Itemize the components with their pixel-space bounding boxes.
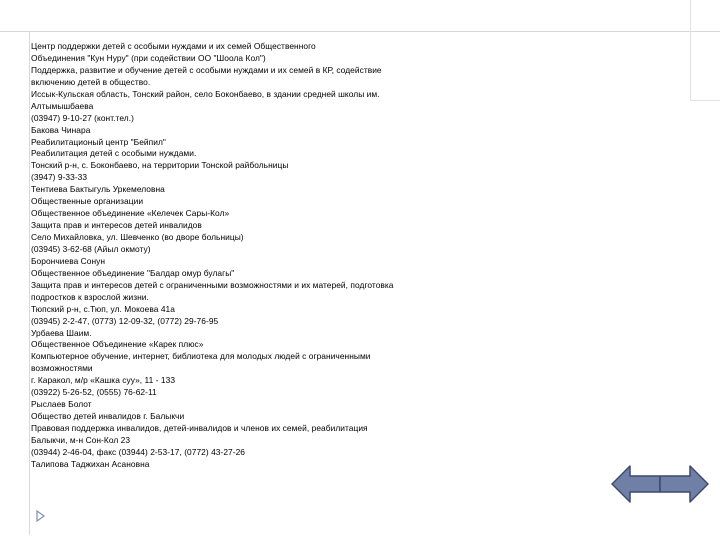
text-line: Общественное объединение «Келечек Сары-Кол» [31,208,230,219]
text-line: Центр поддержки детей с особыми нуждами и их семей Общественного [31,41,316,51]
text-line: (03944) 2-46-04, факс (03944) 2-53-17, (0772) 43-27-26 [31,446,246,457]
text-line: Село Михайловка, ул. Шевченко (во дворе больницы) [31,232,244,242]
text-line: (3947) 9-33-33 [31,172,88,183]
text-line: Урбаева Шаим. [31,327,92,338]
text-line: Объединения "Кун Нуру" (при содействии ОО "Шоола Кол") [31,52,266,63]
text-line: Реабилитационый центр "Бейпил" [31,136,166,147]
slide-left-rule [29,31,30,535]
text-line: Борончиева Сонун [31,255,106,266]
arrow-left-icon[interactable] [612,466,660,502]
text-line: Общественное объединение "Балдар омур булагы" [31,267,235,278]
text-line: (03945) 2-2-47, (0773) 12-09-32, (0772) 29-76-95 [31,315,219,326]
text-line: Алтымышбаева [31,100,94,111]
slide-right-rule [690,0,691,100]
text-line: Балыкчи, м-н Сон-Кол 23 [31,434,131,445]
text-line: Защита прав и интересов детей инвалидов [31,220,202,231]
text-line: Поддержка, развитие и обучение детей с особыми нуждами и их семей в КР, содействие [31,64,382,75]
text-line: Тентиева Бактыгуль Уркемеловна [31,184,165,195]
text-line: Общество детей инвалидов г. Балыкчи [31,411,185,422]
text-line: (03947) 9-10-27 (конт.тел.) [31,112,134,123]
text-line: Реабилитация детей с особыми нуждами. [31,148,197,159]
arrow-right-icon[interactable] [660,466,708,502]
text-line: Иссык-Кульская область, Тонский район, село Боконбаево, в здании средней школы им. [31,88,380,99]
slide-top-rule [0,31,720,32]
text-line: (03945) 3-62-68 (Айыл окмоту) [31,243,151,254]
slide-right-rule-horizontal [690,100,720,101]
text-line: г. Каракол, м/р «Кашка суу», 11 - 133 [31,375,176,386]
text-line: Бакова Чинара [31,124,91,135]
text-line: Талипова Таджихан Асановна [31,458,150,469]
text-line: Тюпский р-н, с.Тюп, ул. Мокоева 41а [31,303,175,314]
text-line: Компьютерное обучение, интернет, библиотека для молодых людей с ограниченными [31,351,371,362]
text-line: (03922) 5-26-52, (0555) 76-62-11 [31,387,157,398]
text-line: возможностями [31,363,93,374]
slide-corner [0,0,29,31]
text-line: Правовая поддержка инвалидов, детей-инвалидов и членов их семей, реабилитация [31,423,368,433]
triangle-bullet-icon [36,509,45,527]
text-line: Общественные организации [31,196,144,207]
text-line: Рыслаев Болот [31,399,92,410]
organizations-list [31,41,471,471]
text-line: Общественное Объединение «Карек плюс» [31,339,204,350]
text-line: подростков к взрослой жизни. [31,291,149,302]
text-line: Тонский р-н, с. Боконбаево, на территории Тонской райбольницы [31,160,289,171]
slide-navigation [610,462,710,506]
text-line: Защита прав и интересов детей с ограниченными возможностями и их матерей, подготовка [31,279,394,290]
text-line: включению детей в общество. [31,76,151,87]
